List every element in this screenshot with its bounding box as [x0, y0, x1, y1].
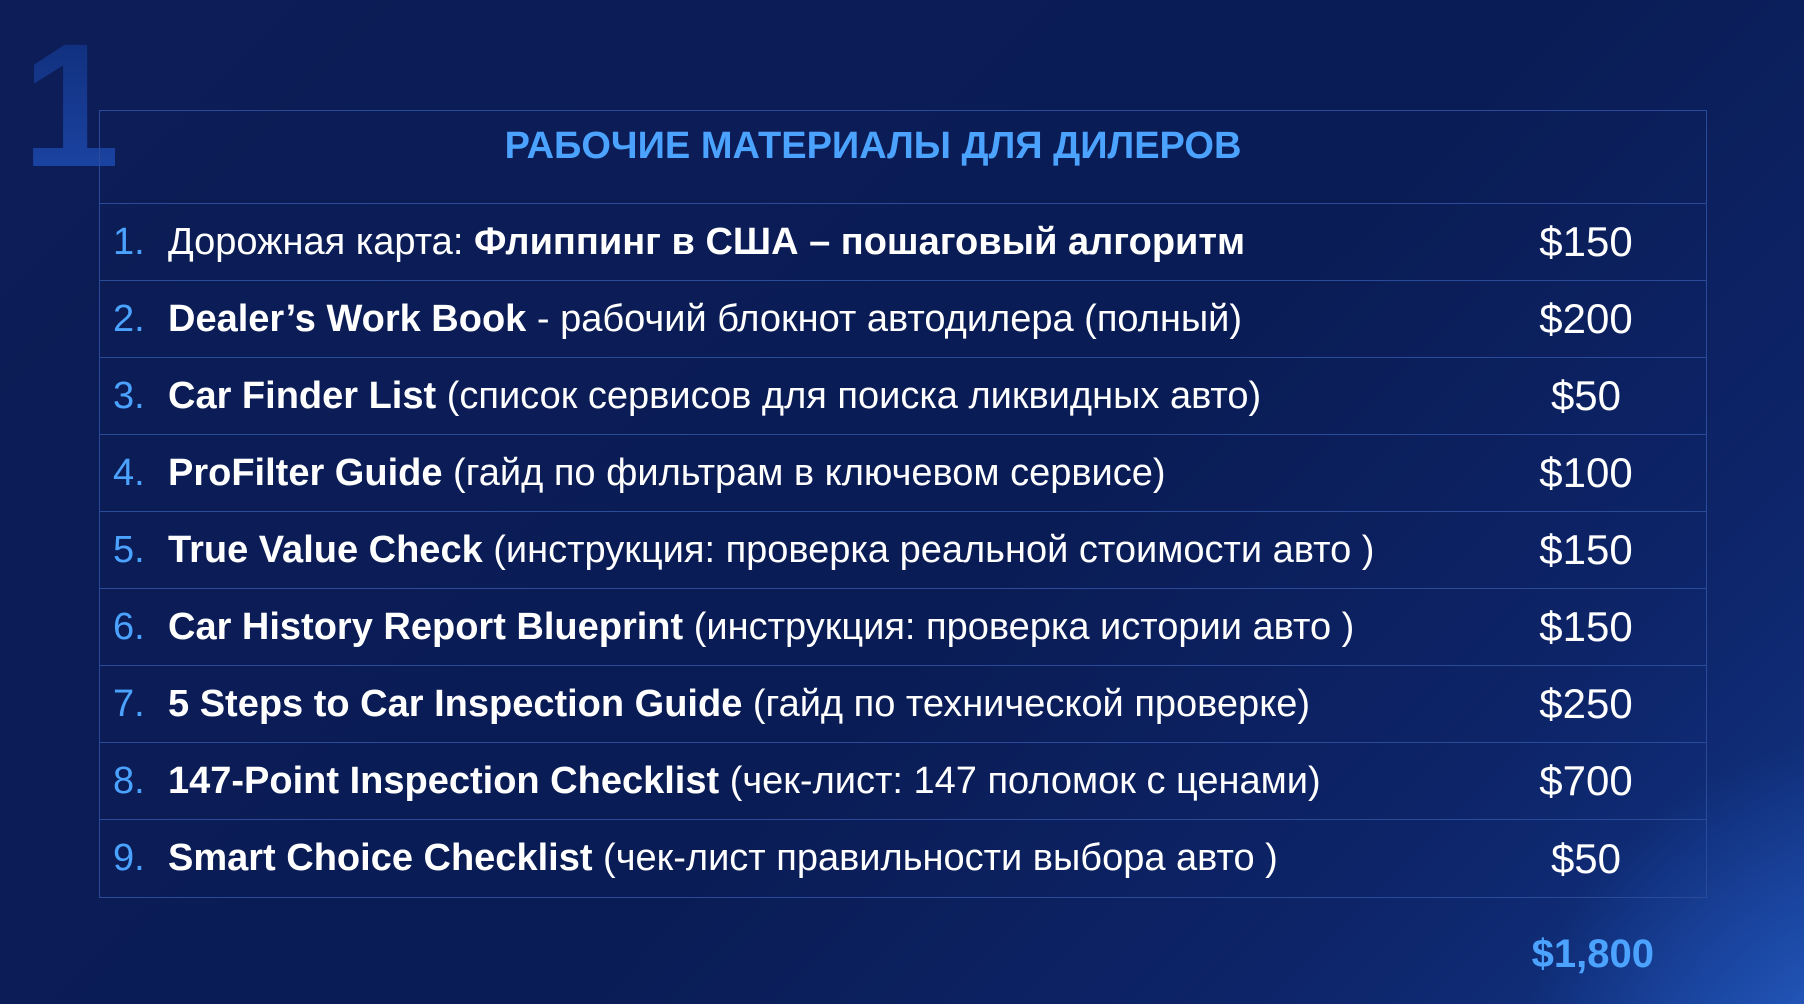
row-price: $250 — [1539, 680, 1633, 727]
row-description — [168, 452, 1476, 495]
materials-table — [99, 110, 1707, 898]
row-price: $50 — [1550, 834, 1622, 882]
row-description — [168, 606, 1476, 649]
row-number: 8. — [113, 759, 145, 802]
row-title: 5 Steps to Car Inspection Guide — [168, 682, 743, 725]
row-price: $150 — [1539, 603, 1633, 650]
slide-number: 1 — [22, 8, 120, 204]
row-title: Car Finder List — [168, 374, 437, 417]
row-description — [168, 760, 1476, 803]
row-description — [168, 683, 1476, 726]
row-price: $150 — [1539, 526, 1633, 573]
row-note: (список сервисов для поиска ликвидных авто) — [436, 374, 1262, 417]
row-title: Car History Report Blueprint — [168, 605, 684, 648]
row-description — [168, 221, 1476, 264]
row-note: (чек-лист правильности выбора авто ) — [592, 837, 1278, 879]
row-number: 4. — [113, 451, 145, 494]
row-title: Dealer’s Work Book — [168, 297, 527, 340]
row-lead-text: Дорожная карта: — [168, 220, 474, 263]
table-title: РАБОЧИЕ МАТЕРИАЛЫ ДЛЯ ДИЛЕРОВ — [504, 124, 1242, 167]
table-row — [100, 820, 1706, 897]
table-row — [100, 281, 1706, 358]
table-row — [100, 666, 1706, 743]
table-header — [100, 111, 1706, 204]
row-title: Флиппинг в США – пошаговый алгоритм — [473, 220, 1246, 263]
row-price: $150 — [1539, 218, 1633, 265]
table-row — [100, 589, 1706, 666]
row-number: 7. — [113, 682, 145, 725]
table-row — [100, 358, 1706, 435]
row-note: (инструкция: проверка истории авто ) — [683, 605, 1355, 648]
row-description — [168, 529, 1476, 572]
row-title: ProFilter Guide — [168, 451, 443, 494]
row-title: 147-Point Inspection Checklist — [168, 759, 720, 802]
table-row — [100, 435, 1706, 512]
row-price: $100 — [1539, 449, 1633, 496]
row-number: 2. — [113, 297, 145, 340]
row-note: (инструкция: проверка реальной стоимости авто ) — [482, 528, 1375, 571]
row-note: (гайд по фильтрам в ключевом сервисе) — [442, 451, 1166, 494]
row-price: $700 — [1539, 757, 1633, 804]
row-number: 5. — [113, 528, 145, 571]
total-price: $1,800 — [1531, 932, 1654, 976]
row-description — [168, 375, 1476, 418]
row-title: True Value Check — [168, 528, 483, 571]
row-number: 9. — [113, 837, 145, 879]
row-number: 1. — [113, 220, 145, 263]
row-description — [168, 837, 1476, 880]
row-number: 6. — [113, 605, 145, 648]
table-row — [100, 204, 1706, 281]
table-row — [100, 512, 1706, 589]
row-price: $50 — [1550, 372, 1622, 419]
row-note: - рабочий блокнот автодилера (полный) — [526, 297, 1243, 340]
row-note: (чек-лист: 147 поломок с ценами) — [719, 759, 1321, 802]
table-row — [100, 743, 1706, 820]
row-price: $200 — [1539, 295, 1633, 342]
row-note: (гайд по технической проверке) — [742, 682, 1311, 725]
row-title: Smart Choice Checklist — [168, 837, 593, 879]
row-number: 3. — [113, 374, 145, 417]
row-description — [168, 298, 1476, 341]
